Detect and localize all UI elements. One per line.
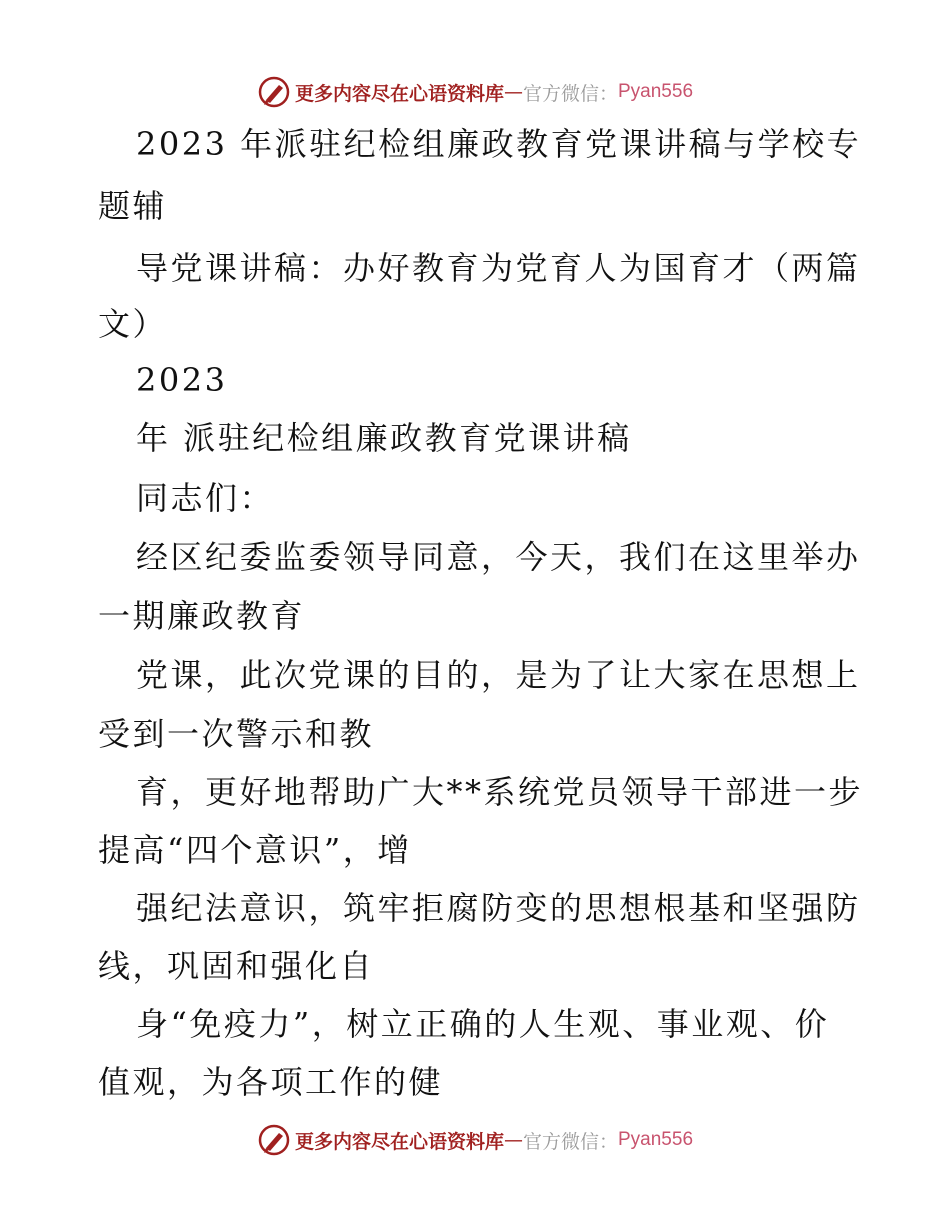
text-line: 强纪法意识，筑牢拒腐防变的思想根基和坚强防 [136, 889, 861, 927]
text-line: 年 派驻纪检组廉政教育党课讲稿 [136, 419, 632, 457]
text-line: 文） [98, 305, 168, 343]
pen-circle-icon [257, 1123, 291, 1157]
text-line: 同志们： [136, 479, 275, 517]
watermark-separator: — [503, 81, 523, 103]
watermark-main-text: 更多内容尽在心语资料库 [294, 1130, 504, 1153]
text-line: 受到一次警示和教 [98, 715, 375, 753]
text-line: 题辅 [98, 187, 168, 225]
text-line: 育，更好地帮助广大**系统党员领导干部进一步 [136, 773, 864, 811]
pen-circle-icon [257, 75, 291, 109]
text-line: 提高“四个意识”，增 [98, 831, 412, 869]
watermark-separator: — [503, 1129, 523, 1151]
watermark-label: 官方微信： [522, 82, 618, 105]
header-watermark [0, 72, 950, 112]
watermark-main-text: 更多内容尽在心语资料库 [294, 82, 504, 105]
text-line: 经区纪委监委领导同意，今天，我们在这里举办 [136, 538, 861, 576]
text-line: 党课，此次党课的目的，是为了让大家在思想上 [136, 656, 861, 694]
watermark-wechat-id: Pyan556 [618, 1129, 694, 1150]
text-line: 身“免疫力”，树立正确的人生观、事业观、价 [136, 1005, 830, 1043]
text-line: 2023 [136, 361, 228, 399]
text-line: 2023 年派驻纪检组廉政教育党课讲稿与学校专 [136, 125, 862, 163]
footer-watermark [0, 1120, 950, 1160]
text-line: 一期廉政教育 [98, 597, 306, 635]
text-line: 线，巩固和强化自 [98, 947, 375, 985]
watermark-label: 官方微信： [522, 1130, 618, 1153]
text-line: 值观，为各项工作的健 [98, 1063, 444, 1101]
watermark-wechat-id: Pyan556 [618, 81, 694, 102]
text-line: 导党课讲稿：办好教育为党育人为国育才（两篇 [136, 249, 861, 287]
